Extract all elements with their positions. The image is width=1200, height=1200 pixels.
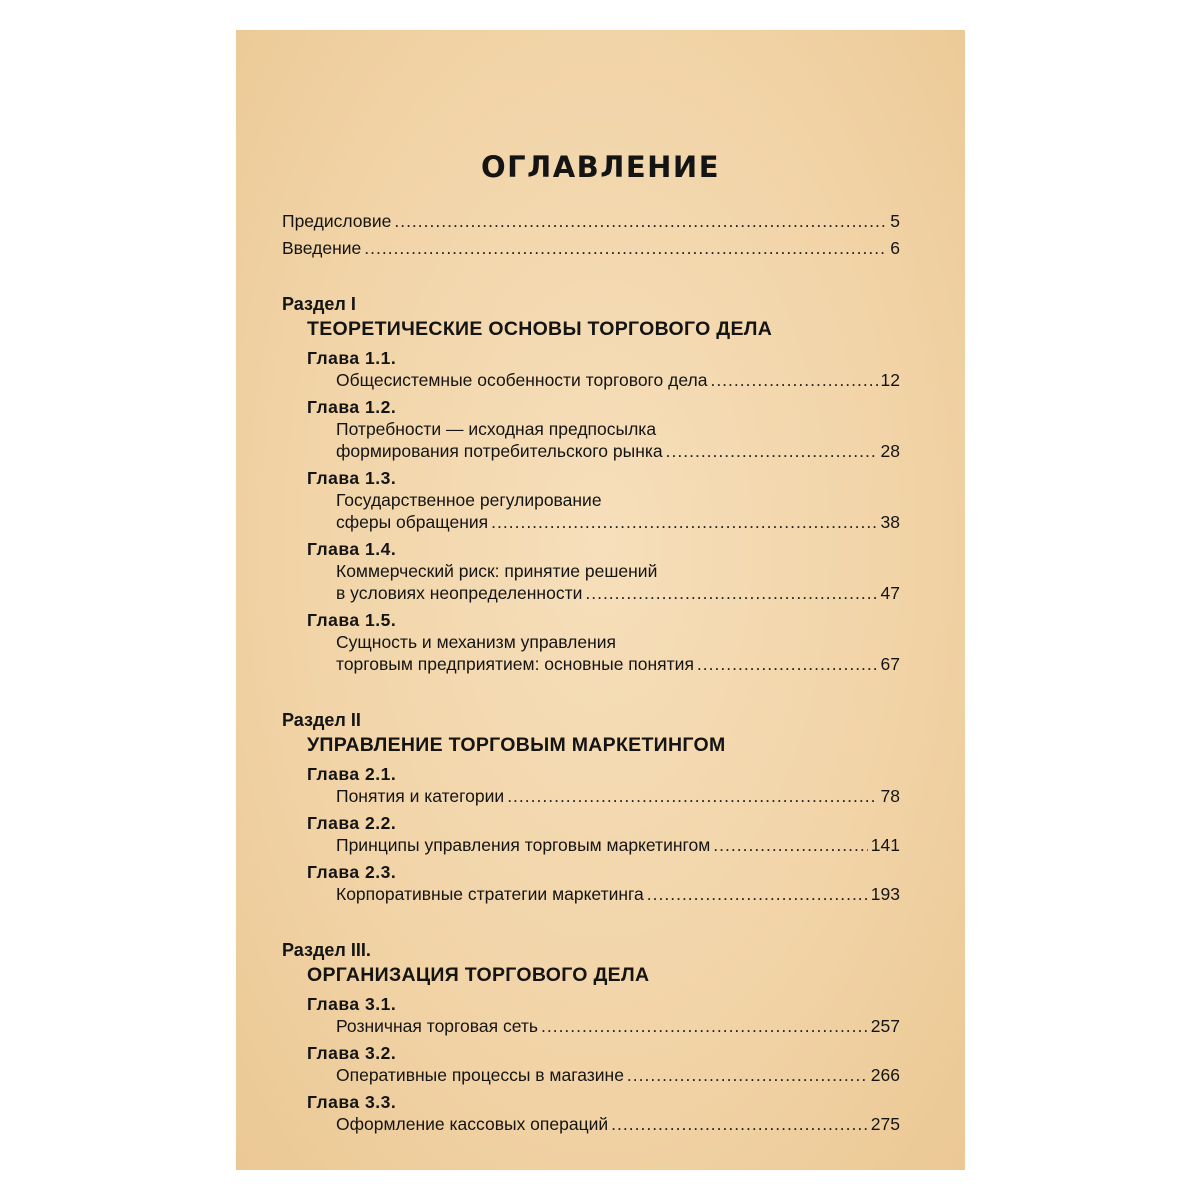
chapter-body <box>307 1015 900 1037</box>
chapter-title-final-line <box>336 511 900 533</box>
toc-entry-page: 6 <box>890 238 900 258</box>
chapter-title-text: Общесистемные особенности торгового дела <box>336 370 708 390</box>
dot-leader <box>647 883 868 905</box>
chapter-title-text: Понятия и категории <box>336 786 505 806</box>
chapter-title-text: сферы обращения <box>336 512 489 532</box>
chapter-number: Глава 3.3. <box>307 1092 397 1112</box>
dot-leader <box>541 1015 868 1037</box>
dot-leader <box>611 1113 868 1135</box>
section-label: Раздел I <box>282 294 356 314</box>
section-title: УПРАВЛЕНИЕ ТОРГОВЫМ МАРКЕТИНГОМ <box>307 734 726 756</box>
dot-leader <box>507 785 877 807</box>
dot-leader <box>666 440 878 462</box>
toc-chapter <box>282 396 900 462</box>
chapter-body <box>307 785 900 807</box>
section-label: Раздел III. <box>282 940 371 960</box>
chapter-number: Глава 1.5. <box>307 610 397 630</box>
section-title: ОРГАНИЗАЦИЯ ТОРГОВОГО ДЕЛА <box>307 964 650 986</box>
chapter-page-number: 257 <box>870 1016 900 1036</box>
chapter-number: Глава 2.1. <box>307 764 397 784</box>
toc-chapter <box>282 993 900 1037</box>
chapter-body <box>307 883 900 905</box>
chapter-page-number: 12 <box>880 370 900 390</box>
section-title: ТЕОРЕТИЧЕСКИЕ ОСНОВЫ ТОРГОВОГО ДЕЛА <box>307 318 773 340</box>
toc-chapter <box>282 861 900 905</box>
chapter-body <box>307 834 900 856</box>
chapter-title-line: Потребности — исходная предпосылка <box>336 419 657 439</box>
dot-leader <box>491 511 877 533</box>
chapter-body <box>307 1064 900 1086</box>
dot-leader <box>713 834 868 856</box>
dot-leader <box>710 369 877 391</box>
chapter-page-number: 275 <box>870 1114 900 1134</box>
chapter-title-text: в условиях неопределенности <box>336 583 583 603</box>
chapter-title-text: Корпоративные стратегии маркетинга <box>336 884 644 904</box>
chapter-page-number: 266 <box>870 1065 900 1085</box>
toc-chapter <box>282 347 900 391</box>
chapter-title-final-line <box>336 1064 900 1086</box>
toc-entry-title: Предисловие <box>282 211 392 231</box>
chapter-title-text: Розничная торговая сеть <box>336 1016 538 1036</box>
section-label: Раздел II <box>282 710 361 730</box>
chapter-title-text: формирования потребительского рынка <box>336 441 663 461</box>
chapter-page-number: 47 <box>880 583 900 603</box>
dot-leader <box>585 582 877 604</box>
chapter-body <box>307 560 900 604</box>
chapter-number: Глава 2.2. <box>307 813 397 833</box>
toc-chapter <box>282 1091 900 1135</box>
page-title: ОГЛАВЛЕНИЕ <box>480 150 720 184</box>
chapter-title-line: Государственное регулирование <box>336 490 602 510</box>
chapter-title-line: Сущность и механизм управления <box>336 632 617 652</box>
toc-chapter <box>282 609 900 675</box>
chapter-title-final-line <box>336 883 900 905</box>
sections-list <box>282 293 900 1135</box>
chapter-title-final-line <box>336 582 900 604</box>
dot-leader <box>364 237 887 259</box>
chapter-number: Глава 2.3. <box>307 862 397 882</box>
toc-chapter <box>282 467 900 533</box>
chapter-title-line: Коммерческий риск: принятие решений <box>336 561 658 581</box>
chapter-title-final-line <box>336 653 900 675</box>
dot-leader <box>627 1064 868 1086</box>
chapter-number: Глава 3.1. <box>307 994 397 1014</box>
toc-entry-title: Введение <box>282 238 362 258</box>
chapter-title-final-line <box>336 785 900 807</box>
chapter-title-text: Оперативные процессы в магазине <box>336 1065 624 1085</box>
chapter-title-text: торговым предприятием: основные понятия <box>336 654 694 674</box>
chapter-page-number: 193 <box>870 884 900 904</box>
chapter-page-number: 67 <box>880 654 900 674</box>
chapter-body <box>307 418 900 462</box>
dot-leader <box>697 653 878 675</box>
chapter-number: Глава 1.2. <box>307 397 397 417</box>
chapter-page-number: 78 <box>880 786 900 806</box>
chapter-title-final-line <box>336 440 900 462</box>
toc-chapter <box>282 1042 900 1086</box>
toc-entry-introduction <box>282 237 900 259</box>
chapter-number: Глава 1.4. <box>307 539 397 559</box>
chapter-number: Глава 1.1. <box>307 348 397 368</box>
toc-chapter <box>282 538 900 604</box>
book-page <box>236 30 965 1170</box>
chapter-title-final-line <box>336 834 900 856</box>
chapter-number: Глава 1.3. <box>307 468 397 488</box>
chapter-number: Глава 3.2. <box>307 1043 397 1063</box>
chapter-page-number: 28 <box>880 441 900 461</box>
chapter-title-final-line <box>336 369 900 391</box>
chapter-page-number: 38 <box>880 512 900 532</box>
chapter-title-final-line <box>336 1113 900 1135</box>
chapter-body <box>307 631 900 675</box>
chapter-title-final-line <box>336 1015 900 1037</box>
chapter-body <box>307 489 900 533</box>
chapter-page-number: 141 <box>870 835 900 855</box>
chapter-body <box>307 369 900 391</box>
chapter-title-text: Принципы управления торговым маркетингом <box>336 835 711 855</box>
toc-chapter <box>282 812 900 856</box>
table-of-contents <box>282 210 900 1135</box>
chapter-title-text: Оформление кассовых операций <box>336 1114 609 1134</box>
toc-chapter <box>282 763 900 807</box>
chapter-body <box>307 1113 900 1135</box>
toc-entry-preface <box>282 210 900 232</box>
toc-entry-page: 5 <box>890 211 900 231</box>
dot-leader <box>394 210 887 232</box>
